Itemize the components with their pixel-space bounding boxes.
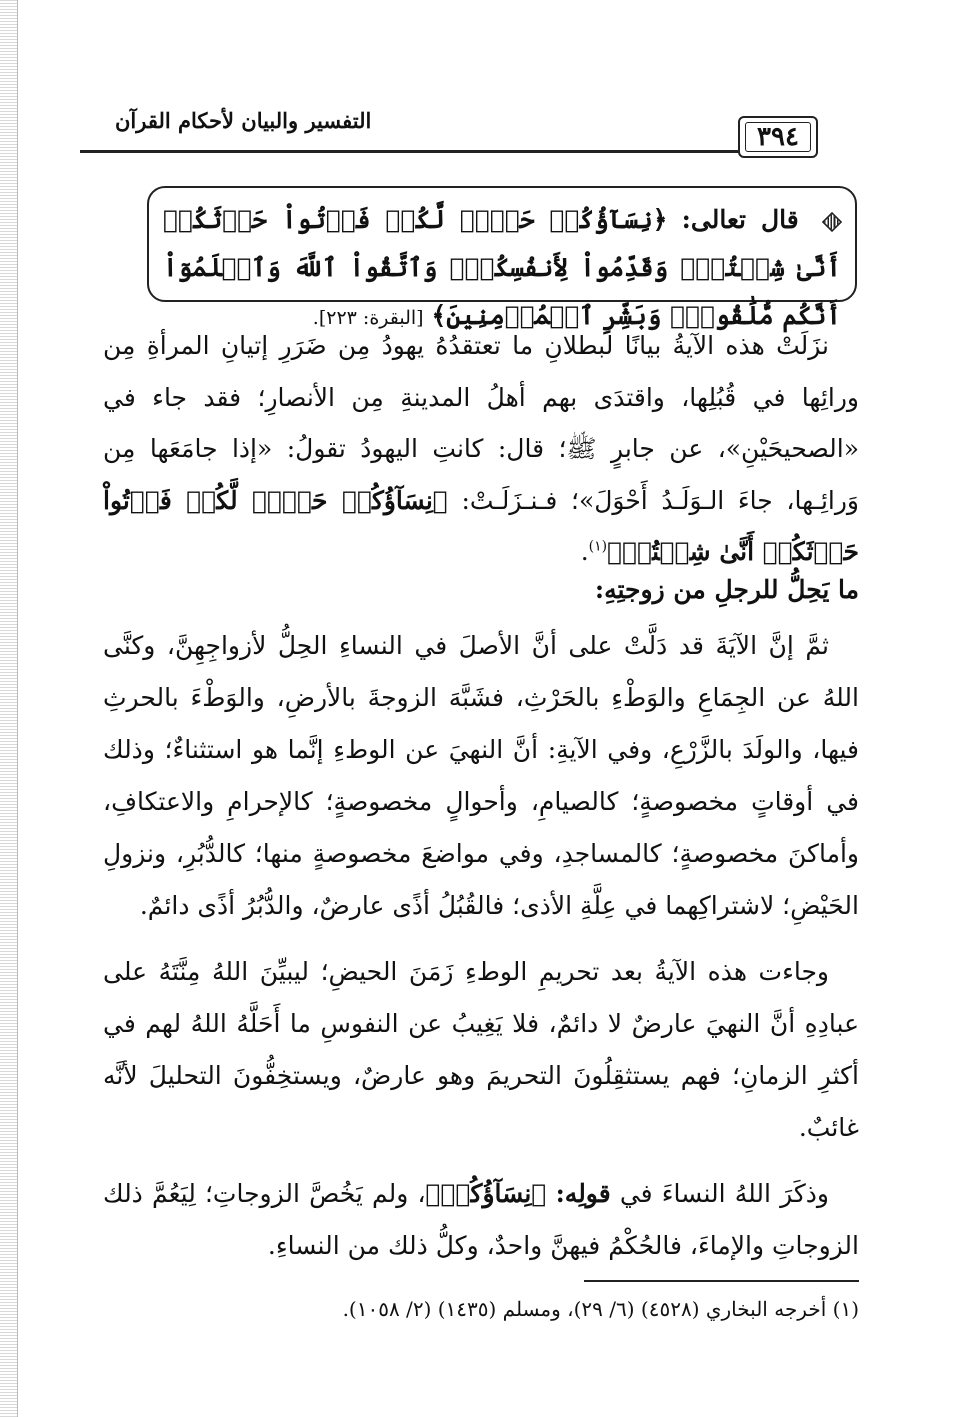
paragraph-intro-text: نزَلَتْ هذه الآيةُ بيانًا لبطلانِ ما تعتقدُهُ يهودُ مِن ضَرَرِ إتيانِ المرأةِ مِن ورائِها في قُبُلِها، واقتدَى بهم أهلُ المدينةِ مِن الأنصارِ؛ فقد جاء في «الصحيحَيْنِ»، عن جابرٍ ﷺ؛ قال: كانتِ اليهودُ تقولُ: «إذا جامَعَها مِن وَرائِـها، جاءَ الـوَلَـدُ أَحْوَلَ»؛ فـنـزَلَـتْ: (103, 331, 860, 515)
paragraph-intro (103, 320, 859, 578)
paragraph-permissibility: ثمَّ إنَّ الآيَةَ قد دَلَّتْ على أنَّ الأصلَ في النساءِ الحِلُّ لأزواجِهِنَّ، وكنَّى اللهُ عن الجِمَاعِ والوَطْءِ بالحَرْثِ، فشَبَّهَ الزوجةَ بالأرضِ، والوَطْءَ بالحرثِ فيها، والولَدَ بالزَّرْعِ، وفي الآيةِ: أنَّ النهيَ عن الوطءِ إنَّما هو استثناءٌ؛ وذلك في أوقاتٍ مخصوصةٍ؛ كالصيامِ، وأحوالٍ مخصوصةٍ؛ كالإحرامِ والاعتكافِ، وأماكنَ مخصوصةٍ؛ كالمساجدِ، وفي مواضعَ مخصوصةٍ منها؛ كالدُّبُرِ، ونزولِ الحَيْضِ؛ لاشتراكِهما في عِلَّةِ الأذى؛ فالقُبُلُ أذًى عارضٌ، والدُّبُرُ أذًى دائمٌ. (103, 631, 859, 920)
footnote-rule (584, 1280, 859, 1282)
verse-box (147, 186, 857, 330)
paragraph-women-start: وذكَرَ اللهُ النساءَ في (619, 1179, 829, 1208)
paragraph-menstruation: وجاءت هذه الآيةُ بعد تحريمِ الوطءِ زَمَنَ الحيضِ؛ ليبيِّنَ اللهُ مِنَّتَهُ على عبادِهِ أنَّ النهيَ عارضٌ لا دائمٌ، فلا يَغِيبُ عن النفوسِ ما أَحَلَّهُ اللهُ لهم في أكثرِ الزمانِ؛ فهم يستثقِلُونَ التحريمَ وهو عارضٌ، ويستخِفُّونَ التحليلَ لأنَّه غائبٌ. (103, 957, 859, 1142)
body-section-1 (103, 320, 859, 578)
footnote: (١) أخرجه البخاري (٤٥٢٨) (٦/ ٢٩)، ومسلم (١٤٣٥) (٢/ ١٠٥٨). (342, 1297, 859, 1321)
running-header-title: التفسير والبيان لأحكام القرآن (115, 108, 372, 133)
section-heading: ما يَحِلُّ للرجلِ من زوجتِهِ: (594, 575, 859, 604)
verse-lead: قال تعالى: (681, 205, 799, 234)
paragraph-women-quran: ﴿نِسَآؤُكُمۡ﴾ (425, 1179, 547, 1208)
paragraph-intro-end: . (580, 537, 589, 566)
page-number: ٣٩٤ (757, 122, 799, 152)
page-number-frame (738, 116, 818, 158)
page-scan-edge (0, 0, 18, 1417)
ornament-icon (822, 211, 842, 231)
header-rule (80, 150, 800, 153)
verse-text: ﴿نِسَآؤُكُمۡ حَرۡثٞ لَّكُمۡ فَأۡتُواْ حَرۡثَكُمۡ أَنَّىٰ شِئۡتُمۡۖ وَقَدِّمُواْ لِأَنفُسِكُمۡۚ وَٱتَّقُواْ ٱللَّهَ وَٱعۡلَمُوٓاْ أَنَّكُم مُّلَٰقُوهُۗ وَبَشِّرِ ٱلۡمُؤۡمِنِينَ﴾ (163, 205, 841, 330)
verse-reference: [البقرة: ٢٢٣]. (312, 307, 424, 329)
paragraph-women-bold: قولِه: (555, 1179, 611, 1208)
paragraph-intro-quran: ﴿نِسَآؤُكُمۡ حَرۡثٞ لَّكُمۡ فَأۡتُواْ حَرۡثَكُمۡ أَنَّىٰ شِئۡتُمۡ﴾ (103, 485, 859, 566)
footnote-marker[interactable]: (١) (588, 538, 608, 555)
paragraph-women (103, 1168, 859, 1272)
paragraph-women-rest: ، ولم يَخُصَّ الزوجاتِ؛ لِيَعُمَّ ذلك الزوجاتِ والإماءَ، فالحُكْمُ فيهنَّ واحدٌ، وكلُّ ذلك من النساءِ. (103, 1179, 859, 1260)
body-section-2 (103, 620, 859, 1272)
